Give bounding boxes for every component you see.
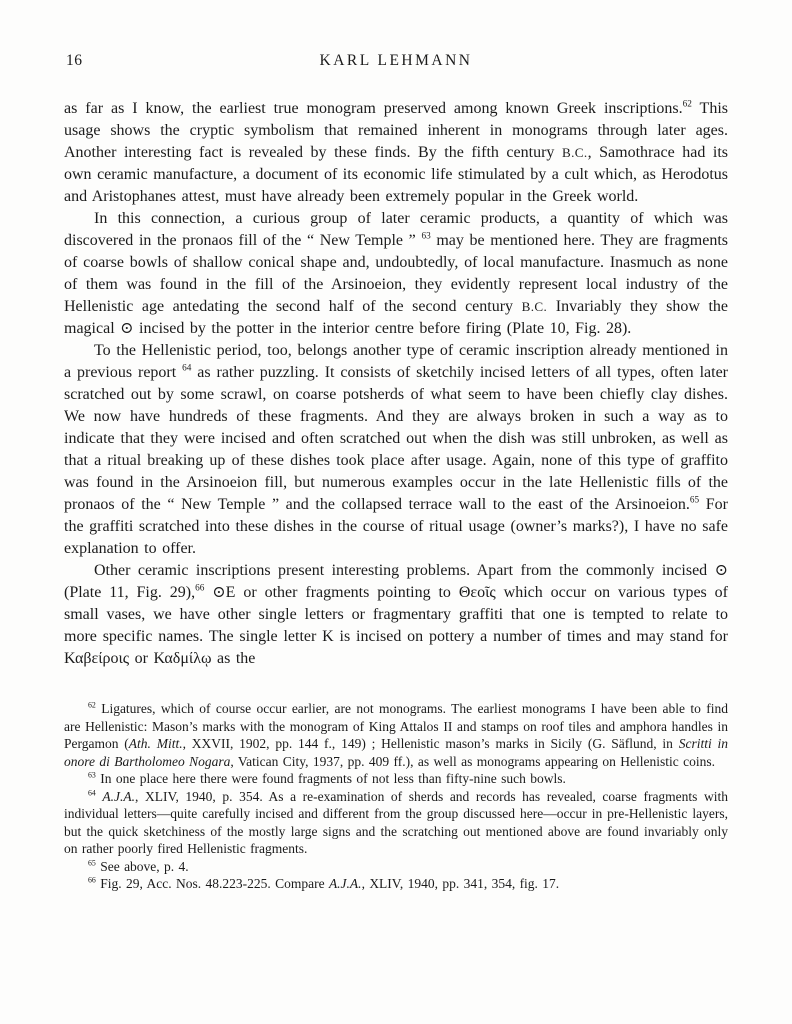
text-segment: See above, p. 4.	[95, 858, 189, 874]
body-paragraph	[64, 340, 728, 560]
text-segment: B.C.	[561, 145, 588, 160]
text-segment: In one place here there were found fragments of not less than fifty-nine such bowls.	[95, 771, 566, 786]
footnote-ref: 65	[88, 858, 96, 867]
body-text	[64, 98, 728, 670]
text-segment: This usage shows the cryptic symbolism that remained inherent in monograms through later ages. Another interesting fact is revealed by these finds. By the fifth century	[64, 100, 728, 161]
body-paragraph	[64, 208, 728, 340]
text-segment: Scritti in onore di Bartholomeo Nogara	[64, 736, 729, 769]
text-segment: ⊙E or other fragments pointing to Θεοῖς which occur on various types of small vases, we have other single letters or fragmentary graffiti that one is tempted to relate to more specific names. The single letter K is incised on pottery a number of times and may stand for Καβείροις or Καδμίλῳ as the	[64, 584, 728, 667]
text-segment: as far as I know, the earliest true monogram preserved among known Greek inscriptions.	[64, 100, 683, 117]
running-title: KARL LEHMANN	[319, 52, 473, 69]
text-segment: B.C.	[521, 299, 548, 314]
footnote-ref: 64	[182, 363, 192, 374]
footnote-ref: 63	[421, 231, 431, 242]
footnote-ref: 65	[689, 495, 700, 506]
text-segment: To the Hellenistic period, too, belongs another type of ceramic inscription already mentioned in a previous report	[64, 342, 728, 381]
footnote	[64, 700, 728, 770]
page-number: 16	[66, 52, 83, 69]
body-paragraph	[64, 98, 728, 208]
text-segment: , Samothrace had its own ceramic manufacture, a document of its economic life stimulated by a cult which, as Herodotus and Aristophanes attest, must have already been extremely popular in the Greek world.	[64, 144, 728, 205]
text-segment: Other ceramic inscriptions present interesting problems. Apart from the commonly incised ⊙ (Plate 11, Fig. 29),	[64, 562, 728, 601]
footnote	[64, 788, 728, 858]
text-segment: , XLIV, 1940, pp. 341, 354, fig. 17.	[361, 876, 560, 891]
text-segment: as rather puzzling. It consists of sketchily incised letters of all types, often later scratched out by some scrawl, on coarse potsherds of what seem to have been chiefly clay dishes. We now have hundreds of these fragments. And they are always broken in such a way as to indicate that they were incised and often scratched out when the dish was still unbroken, as well as that a ritual breaking up of these dishes took place after usage. Again, none of this type of graffito was found in the Arsinoeion fill, but numerous examples occur in the late Hellenistic fills of the pronaos of the “ New Temple ” and the collapsed terrace wall to the east of the Arsinoeion.	[64, 364, 729, 513]
footnote-ref: 66	[88, 875, 96, 885]
footnote-ref: 62	[88, 700, 96, 710]
footnote	[64, 875, 728, 893]
text-segment: A.J.A.	[328, 876, 362, 891]
text-segment: may be mentioned here. They are fragments of coarse bowls of shallow conical shape and, undoubtedly, of local manufacture. Inasmuch as none of them was found in the fill of the Arsinoeion, they evidently represent local industry of the Hellenistic age antedating the second half of the second century	[64, 232, 729, 315]
text-segment: , Vatican City, 1937, pp. 409 ff.), as well as monograms appearing on Hellenistic coins.	[230, 753, 716, 769]
body-paragraph	[64, 560, 728, 670]
text-segment: , XLIV, 1940, p. 354. As a re-examination of sherds and records has revealed, coarse fragments with individual letters—quite carefully incised and different from the group discussed here—occur in pre-Hellenistic layers, but the quick sketchiness of the mostly large signs and the scratching out mentioned above are found invariably only on rather poorly fired Hellenistic fragments.	[64, 788, 729, 856]
page-header	[64, 52, 728, 72]
text-segment: For the graffiti scratched into these dishes in the course of ritual usage (owner’s marks?), I have no safe explanation to offer.	[64, 496, 728, 557]
text-segment: , XXVII, 1902, pp. 144 f., 149) ; Hellenistic mason’s marks in Sicily (G. Säflund, in	[182, 736, 679, 751]
footnote-ref: 63	[88, 770, 96, 780]
text-segment: A.J.A.	[102, 788, 136, 804]
text-segment: Ath. Mitt.	[128, 736, 183, 751]
footnote-ref: 62	[682, 99, 692, 110]
footnote-ref: 64	[88, 788, 96, 797]
footnote	[64, 770, 728, 788]
text-segment: Ligatures, which of course occur earlier, are not monograms. The earliest monograms I have been able to find are Hellenistic: Mason’s marks with the monogram of King Attalos II and stamps on roof tiles and amphora handles in Pergamon (	[64, 701, 728, 751]
footnote	[64, 858, 728, 876]
text-segment: Invariably they show the magical ⊙ incised by the potter in the interior centre before firing (Plate 10, Fig. 28).	[64, 298, 728, 337]
footnote-ref: 66	[195, 583, 205, 594]
text-segment: Fig. 29, Acc. Nos. 48.223-225. Compare	[95, 876, 329, 891]
text-segment: In this connection, a curious group of later ceramic products, a quantity of which was discovered in the pronaos fill of the “ New Temple ”	[64, 210, 728, 249]
footnotes-section	[64, 700, 728, 893]
